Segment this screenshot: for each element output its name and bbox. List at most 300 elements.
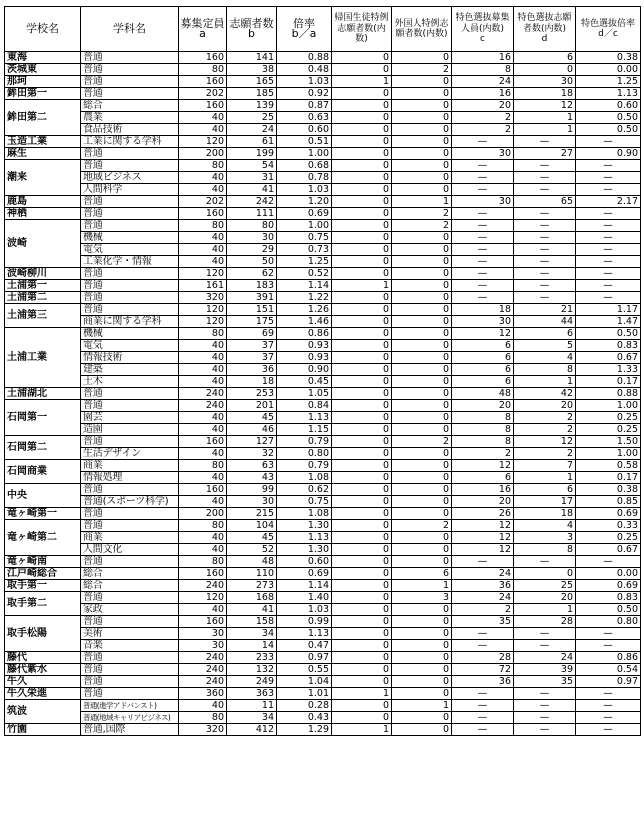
ratio-cell: 0.60 [277, 556, 332, 568]
dept-cell: 土木 [81, 376, 179, 388]
special-ratio-cell: 0.17 [576, 472, 641, 484]
applicants-cell: 80 [227, 220, 277, 232]
applicants-cell: 32 [227, 448, 277, 460]
capacity-cell: 80 [179, 712, 227, 724]
foreign-cell: 0 [392, 676, 452, 688]
returnee-cell: 0 [332, 196, 392, 208]
ratio-cell: 0.99 [277, 616, 332, 628]
school-name: 土浦工業 [5, 328, 81, 388]
ratio-cell: 0.68 [277, 160, 332, 172]
special-applicants-cell: 8 [514, 544, 576, 556]
returnee-cell: 0 [332, 472, 392, 484]
header-special-capacity: 特色選抜募集人員(内数) c [452, 7, 514, 52]
foreign-cell: 0 [392, 508, 452, 520]
applicants-cell: 165 [227, 76, 277, 88]
special-ratio-cell: 1.00 [576, 400, 641, 412]
special-capacity-cell: 12 [452, 520, 514, 532]
returnee-cell: 0 [332, 640, 392, 652]
table-row [5, 592, 641, 604]
applicants-cell: 31 [227, 172, 277, 184]
returnee-cell: 0 [332, 592, 392, 604]
special-ratio-cell: 0.38 [576, 484, 641, 496]
special-ratio-cell: — [576, 220, 641, 232]
special-ratio-cell: — [576, 640, 641, 652]
dept-cell: 農業 [81, 112, 179, 124]
header-applicants: 志願者数 b [227, 7, 277, 52]
special-capacity-cell: 35 [452, 616, 514, 628]
special-capacity-cell: — [452, 244, 514, 256]
applicants-cell: 62 [227, 268, 277, 280]
returnee-cell: 0 [332, 676, 392, 688]
dept-cell: 普通 [81, 208, 179, 220]
applicants-cell: 30 [227, 496, 277, 508]
foreign-cell: 0 [392, 292, 452, 304]
capacity-cell: 160 [179, 52, 227, 64]
special-capacity-cell: 12 [452, 328, 514, 340]
special-applicants-cell: — [514, 160, 576, 172]
applicants-cell: 253 [227, 388, 277, 400]
special-applicants-cell: 65 [514, 196, 576, 208]
foreign-cell: 0 [392, 340, 452, 352]
special-ratio-cell: 0.50 [576, 604, 641, 616]
special-ratio-cell: — [576, 160, 641, 172]
dept-cell: 普通 [81, 292, 179, 304]
returnee-cell: 0 [332, 88, 392, 100]
special-applicants-cell: — [514, 292, 576, 304]
capacity-cell: 320 [179, 292, 227, 304]
special-capacity-cell: — [452, 724, 514, 736]
special-capacity-cell: 2 [452, 604, 514, 616]
table-row [5, 292, 641, 304]
table-row [5, 472, 641, 484]
applicants-cell: 63 [227, 460, 277, 472]
dept-cell: 普通 [81, 688, 179, 700]
foreign-cell: 0 [392, 184, 452, 196]
returnee-cell: 0 [332, 616, 392, 628]
special-capacity-cell: 72 [452, 664, 514, 676]
table-row [5, 304, 641, 316]
capacity-cell: 80 [179, 556, 227, 568]
special-capacity-cell: 6 [452, 364, 514, 376]
ratio-cell: 0.60 [277, 124, 332, 136]
special-capacity-cell: — [452, 292, 514, 304]
dept-cell: 普通 [81, 52, 179, 64]
ratio-cell: 1.14 [277, 280, 332, 292]
ratio-cell: 0.73 [277, 244, 332, 256]
foreign-cell: 0 [392, 304, 452, 316]
school-name: 筑波 [5, 700, 81, 724]
foreign-cell: 0 [392, 172, 452, 184]
dept-cell: 普通(進学アドバンスト) [81, 700, 179, 712]
capacity-cell: 240 [179, 580, 227, 592]
special-ratio-cell: 0.67 [576, 352, 641, 364]
dept-cell: 人間科学 [81, 184, 179, 196]
special-ratio-cell: 0.33 [576, 520, 641, 532]
dept-cell: 人間文化 [81, 544, 179, 556]
ratio-cell: 0.69 [277, 568, 332, 580]
ratio-cell: 1.04 [277, 676, 332, 688]
foreign-cell: 0 [392, 136, 452, 148]
special-ratio-cell: — [576, 268, 641, 280]
dept-cell: 普通 [81, 400, 179, 412]
school-name: 鉾田第一 [5, 88, 81, 100]
special-capacity-cell: 36 [452, 580, 514, 592]
dept-cell: 工業化学・情報 [81, 256, 179, 268]
ratio-cell: 0.62 [277, 484, 332, 496]
table-row [5, 628, 641, 640]
special-ratio-cell: — [576, 232, 641, 244]
capacity-cell: 240 [179, 652, 227, 664]
special-capacity-cell: 2 [452, 124, 514, 136]
capacity-cell: 40 [179, 532, 227, 544]
dept-cell: 総合 [81, 580, 179, 592]
applicants-cell: 34 [227, 628, 277, 640]
applicants-cell: 168 [227, 592, 277, 604]
dept-cell: 音楽 [81, 640, 179, 652]
returnee-cell: 0 [332, 508, 392, 520]
dept-cell: 総合 [81, 568, 179, 580]
special-capacity-cell: — [452, 628, 514, 640]
special-applicants-cell: 42 [514, 388, 576, 400]
capacity-cell: 40 [179, 112, 227, 124]
ratio-cell: 1.46 [277, 316, 332, 328]
special-capacity-cell: 16 [452, 88, 514, 100]
capacity-cell: 160 [179, 568, 227, 580]
capacity-cell: 30 [179, 640, 227, 652]
special-ratio-cell: 0.80 [576, 616, 641, 628]
special-ratio-cell: 0.50 [576, 328, 641, 340]
returnee-cell: 0 [332, 544, 392, 556]
foreign-cell: 2 [392, 64, 452, 76]
returnee-cell: 0 [332, 208, 392, 220]
special-ratio-cell: — [576, 688, 641, 700]
special-applicants-cell: 8 [514, 364, 576, 376]
special-ratio-cell: 1.25 [576, 76, 641, 88]
returnee-cell: 0 [332, 520, 392, 532]
returnee-cell: 0 [332, 448, 392, 460]
special-ratio-cell: 0.50 [576, 112, 641, 124]
special-ratio-cell: 0.83 [576, 592, 641, 604]
ratio-cell: 1.00 [277, 148, 332, 160]
table-row [5, 136, 641, 148]
table-row [5, 424, 641, 436]
returnee-cell: 0 [332, 136, 392, 148]
table-row [5, 568, 641, 580]
ratio-cell: 1.13 [277, 628, 332, 640]
special-capacity-cell: 26 [452, 508, 514, 520]
applicants-cell: 50 [227, 256, 277, 268]
special-ratio-cell: 0.25 [576, 424, 641, 436]
applicants-cell: 99 [227, 484, 277, 496]
applicants-cell: 139 [227, 100, 277, 112]
applicants-cell: 38 [227, 64, 277, 76]
applicants-cell: 132 [227, 664, 277, 676]
special-capacity-cell: 24 [452, 76, 514, 88]
school-name: 藤代紫水 [5, 664, 81, 676]
special-applicants-cell: — [514, 136, 576, 148]
table-row [5, 376, 641, 388]
dept-cell: 工業に関する学科 [81, 136, 179, 148]
dept-cell: 普通 [81, 76, 179, 88]
dept-cell: 普通 [81, 88, 179, 100]
table-row [5, 580, 641, 592]
special-ratio-cell: 0.50 [576, 124, 641, 136]
applicants-cell: 29 [227, 244, 277, 256]
capacity-cell: 80 [179, 220, 227, 232]
ratio-cell: 1.03 [277, 184, 332, 196]
returnee-cell: 1 [332, 280, 392, 292]
special-capacity-cell: 2 [452, 112, 514, 124]
special-capacity-cell: 16 [452, 484, 514, 496]
school-name: 土浦第三 [5, 304, 81, 328]
applicants-cell: 37 [227, 352, 277, 364]
returnee-cell: 0 [332, 268, 392, 280]
dept-cell: 商業に関する学科 [81, 316, 179, 328]
special-applicants-cell: — [514, 688, 576, 700]
ratio-cell: 0.93 [277, 352, 332, 364]
special-ratio-cell: 0.38 [576, 52, 641, 64]
returnee-cell: 0 [332, 652, 392, 664]
ratio-cell: 0.51 [277, 136, 332, 148]
foreign-cell: 0 [392, 532, 452, 544]
returnee-cell: 0 [332, 412, 392, 424]
foreign-cell: 0 [392, 664, 452, 676]
ratio-cell: 1.20 [277, 196, 332, 208]
dept-cell: 普通 [81, 652, 179, 664]
special-applicants-cell: 44 [514, 316, 576, 328]
foreign-cell: 0 [392, 76, 452, 88]
applicants-cell: 45 [227, 532, 277, 544]
applicants-cell: 18 [227, 376, 277, 388]
foreign-cell: 0 [392, 244, 452, 256]
returnee-cell: 0 [332, 316, 392, 328]
returnee-cell: 0 [332, 232, 392, 244]
special-capacity-cell: 8 [452, 424, 514, 436]
dept-cell: 普通,国際 [81, 724, 179, 736]
dept-cell: 地域ビジネス [81, 172, 179, 184]
table-row [5, 616, 641, 628]
table-row [5, 244, 641, 256]
special-ratio-cell: 0.00 [576, 64, 641, 76]
table-row [5, 460, 641, 472]
foreign-cell: 0 [392, 472, 452, 484]
returnee-cell: 0 [332, 256, 392, 268]
special-capacity-cell: — [452, 268, 514, 280]
applicants-cell: 46 [227, 424, 277, 436]
table-row [5, 232, 641, 244]
school-name: 麻生 [5, 148, 81, 160]
special-applicants-cell: 2 [514, 412, 576, 424]
special-applicants-cell: — [514, 700, 576, 712]
special-ratio-cell: 2.17 [576, 196, 641, 208]
returnee-cell: 0 [332, 52, 392, 64]
applicants-cell: 141 [227, 52, 277, 64]
returnee-cell: 0 [332, 388, 392, 400]
applicants-cell: 48 [227, 556, 277, 568]
applicants-cell: 363 [227, 688, 277, 700]
dept-cell: 機械 [81, 328, 179, 340]
applicants-cell: 110 [227, 568, 277, 580]
special-ratio-cell: 0.83 [576, 340, 641, 352]
foreign-cell: 0 [392, 124, 452, 136]
ratio-cell: 0.92 [277, 88, 332, 100]
applicants-cell: 111 [227, 208, 277, 220]
applicants-cell: 69 [227, 328, 277, 340]
capacity-cell: 240 [179, 664, 227, 676]
ratio-cell: 0.75 [277, 496, 332, 508]
foreign-cell: 0 [392, 616, 452, 628]
returnee-cell: 0 [332, 160, 392, 172]
returnee-cell: 0 [332, 100, 392, 112]
special-applicants-cell: 1 [514, 604, 576, 616]
ratio-cell: 0.93 [277, 340, 332, 352]
dept-cell: 普通 [81, 664, 179, 676]
school-name: 東海 [5, 52, 81, 64]
applicants-cell: 175 [227, 316, 277, 328]
capacity-cell: 30 [179, 628, 227, 640]
returnee-cell: 1 [332, 688, 392, 700]
school-name: 竜ヶ崎第二 [5, 520, 81, 556]
special-applicants-cell: — [514, 628, 576, 640]
school-name: 土浦第二 [5, 292, 81, 304]
dept-cell: 総合 [81, 100, 179, 112]
ratio-cell: 1.03 [277, 604, 332, 616]
special-capacity-cell: 8 [452, 64, 514, 76]
dept-cell: 情報処理 [81, 472, 179, 484]
foreign-cell: 2 [392, 220, 452, 232]
special-applicants-cell: 39 [514, 664, 576, 676]
table-row [5, 184, 641, 196]
ratio-cell: 1.00 [277, 220, 332, 232]
special-ratio-cell: 1.17 [576, 304, 641, 316]
ratio-cell: 1.03 [277, 76, 332, 88]
special-capacity-cell: 8 [452, 436, 514, 448]
foreign-cell: 0 [392, 112, 452, 124]
capacity-cell: 80 [179, 328, 227, 340]
dept-cell: 普通 [81, 148, 179, 160]
capacity-cell: 40 [179, 172, 227, 184]
special-applicants-cell: 24 [514, 652, 576, 664]
table-row [5, 508, 641, 520]
returnee-cell: 1 [332, 76, 392, 88]
foreign-cell: 0 [392, 280, 452, 292]
table-row [5, 724, 641, 736]
special-applicants-cell: 0 [514, 64, 576, 76]
special-applicants-cell: 1 [514, 124, 576, 136]
table-row [5, 340, 641, 352]
special-capacity-cell: 12 [452, 532, 514, 544]
special-applicants-cell: — [514, 712, 576, 724]
ratio-cell: 0.75 [277, 232, 332, 244]
special-applicants-cell: 1 [514, 376, 576, 388]
table-row [5, 688, 641, 700]
returnee-cell: 0 [332, 424, 392, 436]
ratio-cell: 0.45 [277, 376, 332, 388]
ratio-cell: 0.55 [277, 664, 332, 676]
dept-cell: 情報技術 [81, 352, 179, 364]
special-applicants-cell: 1 [514, 472, 576, 484]
special-capacity-cell: 48 [452, 388, 514, 400]
school-name: 玉造工業 [5, 136, 81, 148]
special-applicants-cell: — [514, 268, 576, 280]
school-name: 竹園 [5, 724, 81, 736]
special-capacity-cell: — [452, 220, 514, 232]
special-applicants-cell: 18 [514, 508, 576, 520]
applicants-cell: 104 [227, 520, 277, 532]
returnee-cell: 0 [332, 340, 392, 352]
returnee-cell: 0 [332, 400, 392, 412]
table-row [5, 316, 641, 328]
dept-cell: 普通 [81, 304, 179, 316]
foreign-cell: 0 [392, 364, 452, 376]
special-ratio-cell: 0.25 [576, 532, 641, 544]
capacity-cell: 200 [179, 148, 227, 160]
special-ratio-cell: — [576, 256, 641, 268]
school-name: 石岡第二 [5, 436, 81, 460]
dept-cell: 普通(地域キャリアビジネス) [81, 712, 179, 724]
school-name: 石岡商業 [5, 460, 81, 484]
capacity-cell: 40 [179, 256, 227, 268]
foreign-cell: 3 [392, 592, 452, 604]
foreign-cell: 2 [392, 520, 452, 532]
special-capacity-cell: — [452, 136, 514, 148]
ratio-cell: 1.14 [277, 580, 332, 592]
foreign-cell: 0 [392, 448, 452, 460]
table-row [5, 208, 641, 220]
special-applicants-cell: — [514, 724, 576, 736]
returnee-cell: 0 [332, 568, 392, 580]
special-ratio-cell: — [576, 184, 641, 196]
school-name: 茨城東 [5, 64, 81, 76]
applicants-cell: 199 [227, 148, 277, 160]
special-applicants-cell: 12 [514, 100, 576, 112]
school-name: 波崎柳川 [5, 268, 81, 280]
special-applicants-cell: — [514, 556, 576, 568]
table-row [5, 256, 641, 268]
special-applicants-cell: — [514, 640, 576, 652]
capacity-cell: 240 [179, 676, 227, 688]
capacity-cell: 40 [179, 700, 227, 712]
special-applicants-cell: 27 [514, 148, 576, 160]
foreign-cell: 0 [392, 652, 452, 664]
dept-cell: 普通 [81, 676, 179, 688]
special-capacity-cell: 6 [452, 352, 514, 364]
foreign-cell: 0 [392, 100, 452, 112]
table-row [5, 100, 641, 112]
capacity-cell: 160 [179, 76, 227, 88]
ratio-cell: 1.25 [277, 256, 332, 268]
applicants-cell: 25 [227, 112, 277, 124]
special-ratio-cell: 0.54 [576, 664, 641, 676]
header-school: 学校名 [5, 7, 81, 52]
foreign-cell: 0 [392, 460, 452, 472]
returnee-cell: 0 [332, 364, 392, 376]
special-ratio-cell: — [576, 136, 641, 148]
special-capacity-cell: — [452, 232, 514, 244]
applicants-cell: 215 [227, 508, 277, 520]
foreign-cell: 0 [392, 52, 452, 64]
special-capacity-cell: 6 [452, 376, 514, 388]
dept-cell: 電気 [81, 244, 179, 256]
special-ratio-cell: — [576, 712, 641, 724]
returnee-cell: 0 [332, 628, 392, 640]
table-row [5, 268, 641, 280]
table-row [5, 436, 641, 448]
special-capacity-cell: — [452, 172, 514, 184]
table-row [5, 604, 641, 616]
dept-cell: 造園 [81, 424, 179, 436]
capacity-cell: 161 [179, 280, 227, 292]
